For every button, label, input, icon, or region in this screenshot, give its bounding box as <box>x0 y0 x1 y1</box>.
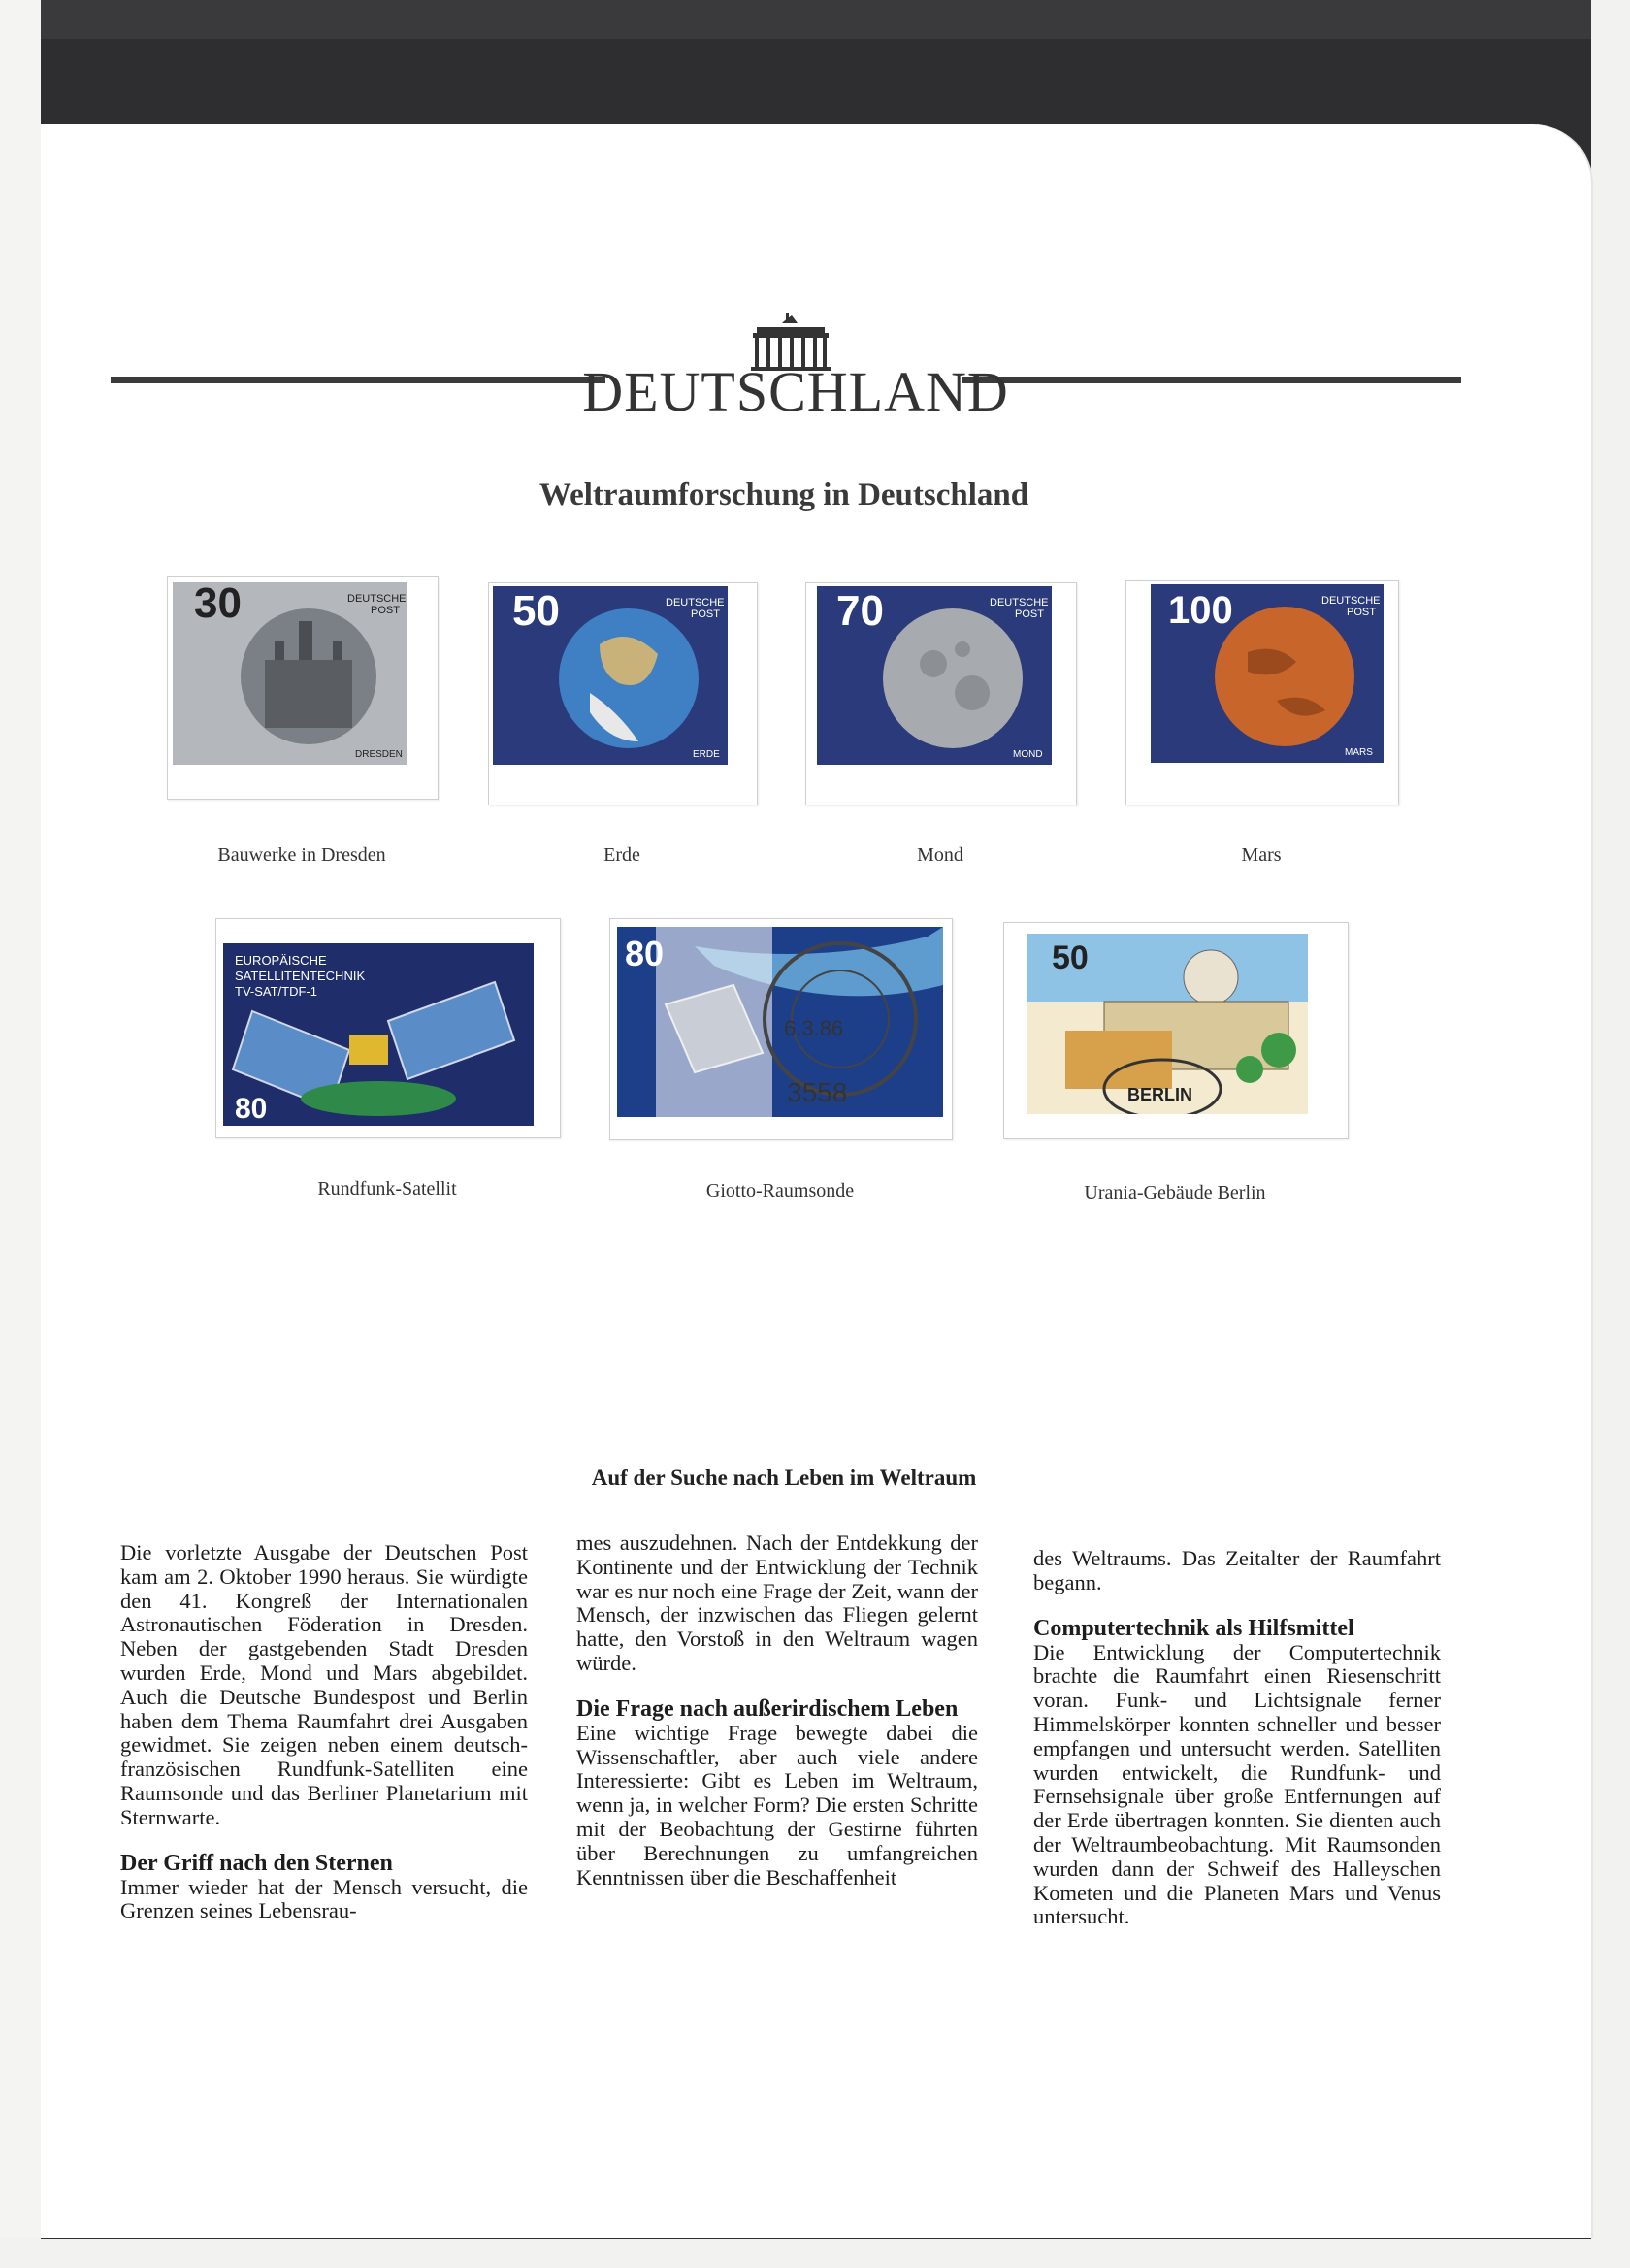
svg-text:POST: POST <box>691 608 720 620</box>
background-bottom <box>0 2239 1630 2268</box>
stamp-caption-erde: Erde <box>603 844 640 866</box>
article-column-3 <box>1033 1547 1441 1929</box>
article-subheading: Der Griff nach den Sternen <box>120 1850 393 1876</box>
stamp-satellit <box>223 943 534 1126</box>
stamp-mars <box>1151 584 1384 763</box>
stamp-value: 70 <box>836 587 884 635</box>
postmark-city: BERLIN <box>1127 1085 1192 1104</box>
postmark-date: 6.3.86 <box>784 1016 844 1040</box>
svg-text:POST: POST <box>1015 608 1044 620</box>
stamp-motif: MOND <box>1013 749 1043 760</box>
brand-title: DEUTSCHLAND <box>582 360 1009 423</box>
stamp-caption-mars: Mars <box>1241 844 1282 866</box>
article-paragraph: mes auszudehnen. Nach der Entdekkung der Kontinente und der Entwicklung der Technik war es nur noch eine Frage der Zeit, wann der Mensch, der inzwischen das Fliegen gelernt hatte, den Vorstoß in den Weltraum wagen würde. <box>576 1530 978 1675</box>
stamp-value: 80 <box>625 934 665 973</box>
article-subheading: Computertechnik als Hilfsmittel <box>1033 1615 1354 1641</box>
svg-text:DEUTSCHE: DEUTSCHE <box>1321 595 1381 607</box>
stamp-value: 80 <box>235 1093 268 1125</box>
svg-text:SATELLITENTECHNIK: SATELLITENTECHNIK <box>235 969 366 983</box>
postmark-code: 3558 <box>787 1077 848 1107</box>
stamp-urania <box>1027 934 1308 1114</box>
article-title: Auf der Suche nach Leben im Weltraum <box>591 1465 977 1490</box>
article-subheading: Die Frage nach außerirdischem Leben <box>576 1695 959 1722</box>
stamp-caption-giotto: Giotto-Raumsonde <box>705 1180 855 1201</box>
article-paragraph: Eine wichtige Frage bewegte dabei die Wissenschaftler, aber auch viele andere Interessierte: Gibt es Leben im Weltraum, wenn ja, in welcher Form? Die ersten Schritte mit der Beobachtung der Gestirne führten über Berechnungen zu umfangreichen Kenntnissen über die Beschaffenheit <box>576 1720 978 1890</box>
svg-text:DEUTSCHE: DEUTSCHE <box>990 597 1049 608</box>
background-left <box>0 0 41 2268</box>
article-paragraph: Immer wieder hat der Mensch versucht, die Grenzen seines Lebensrau- <box>120 1874 528 1923</box>
svg-text:EUROPÄISCHE: EUROPÄISCHE <box>235 953 327 968</box>
stamp-motif: MARS <box>1345 747 1373 758</box>
stamp-caption-dresden: Bauwerke in Dresden <box>217 844 386 866</box>
article-paragraph: des Weltraums. Das Zeitalter der Raumfahrt begann. <box>1033 1546 1441 1594</box>
stamp-value: 100 <box>1168 589 1233 632</box>
svg-text:DEUTSCHE: DEUTSCHE <box>666 597 725 608</box>
stamp-erde <box>493 586 728 765</box>
stamp-mond <box>817 586 1052 765</box>
stamp-value: 30 <box>194 582 242 627</box>
article-paragraph: Die vorletzte Ausgabe der Deutschen Post kam am 2. Oktober 1990 heraus. Sie würdigte den 41. Kongreß der Internationalen Astronautischen Föderation in Dresden. Neben der gastgebenden Stadt Dresden wurden Erde, Mond und Mars abgebildet. Auch die Deutsche Bundespost und Berlin haben dem Thema Raumfahrt drei Ausgaben gewidmet. Sie zeigen neben einem deutsch-französischen Rundfunk-Satelliten eine Raumsonde und das Berliner Planetarium mit Sternwarte. <box>120 1540 528 1829</box>
stamp-caption-satellit: Rundfunk-Satellit <box>317 1178 457 1200</box>
page-title: Weltraumforschung in Deutschland <box>538 477 1029 512</box>
stamp-caption-mond: Mond <box>917 844 963 866</box>
article-column-2 <box>576 1531 978 1890</box>
stamp-value: 50 <box>512 587 560 635</box>
stamp-dresden <box>173 582 408 765</box>
background-right <box>1591 0 1630 2268</box>
stamp-value: 50 <box>1052 939 1089 976</box>
stamp-giotto <box>617 927 943 1117</box>
svg-text:TV-SAT/TDF-1: TV-SAT/TDF-1 <box>235 984 317 999</box>
article-paragraph: Die Entwicklung der Computertechnik brachte die Raumfahrt einen Riesenschritt voran. Funk- und Lichtsignale ferner Himmelskörper konnten schneller und besser empfangen und untersucht werden. Satelliten wurden entwickelt, die Rundfunk- und Fernsehsignale über große Entfernungen auf der Erde übertragen konnten. Sie dienten auch der Weltraumbeobachtung. Mit Raumsonden wurden dann der Schweif des Halleyschen Kometen und die Planeten Mars und Venus untersucht. <box>1033 1639 1441 1929</box>
article-column-1 <box>120 1541 528 1923</box>
svg-text:POST: POST <box>371 605 400 616</box>
stamp-caption-urania: Urania-Gebäude Berlin <box>1084 1182 1266 1203</box>
svg-text:POST: POST <box>1347 607 1376 618</box>
svg-text:DEUTSCHE: DEUTSCHE <box>347 593 407 605</box>
stamp-motif: DRESDEN <box>355 749 403 760</box>
stamp-motif: ERDE <box>693 749 720 760</box>
